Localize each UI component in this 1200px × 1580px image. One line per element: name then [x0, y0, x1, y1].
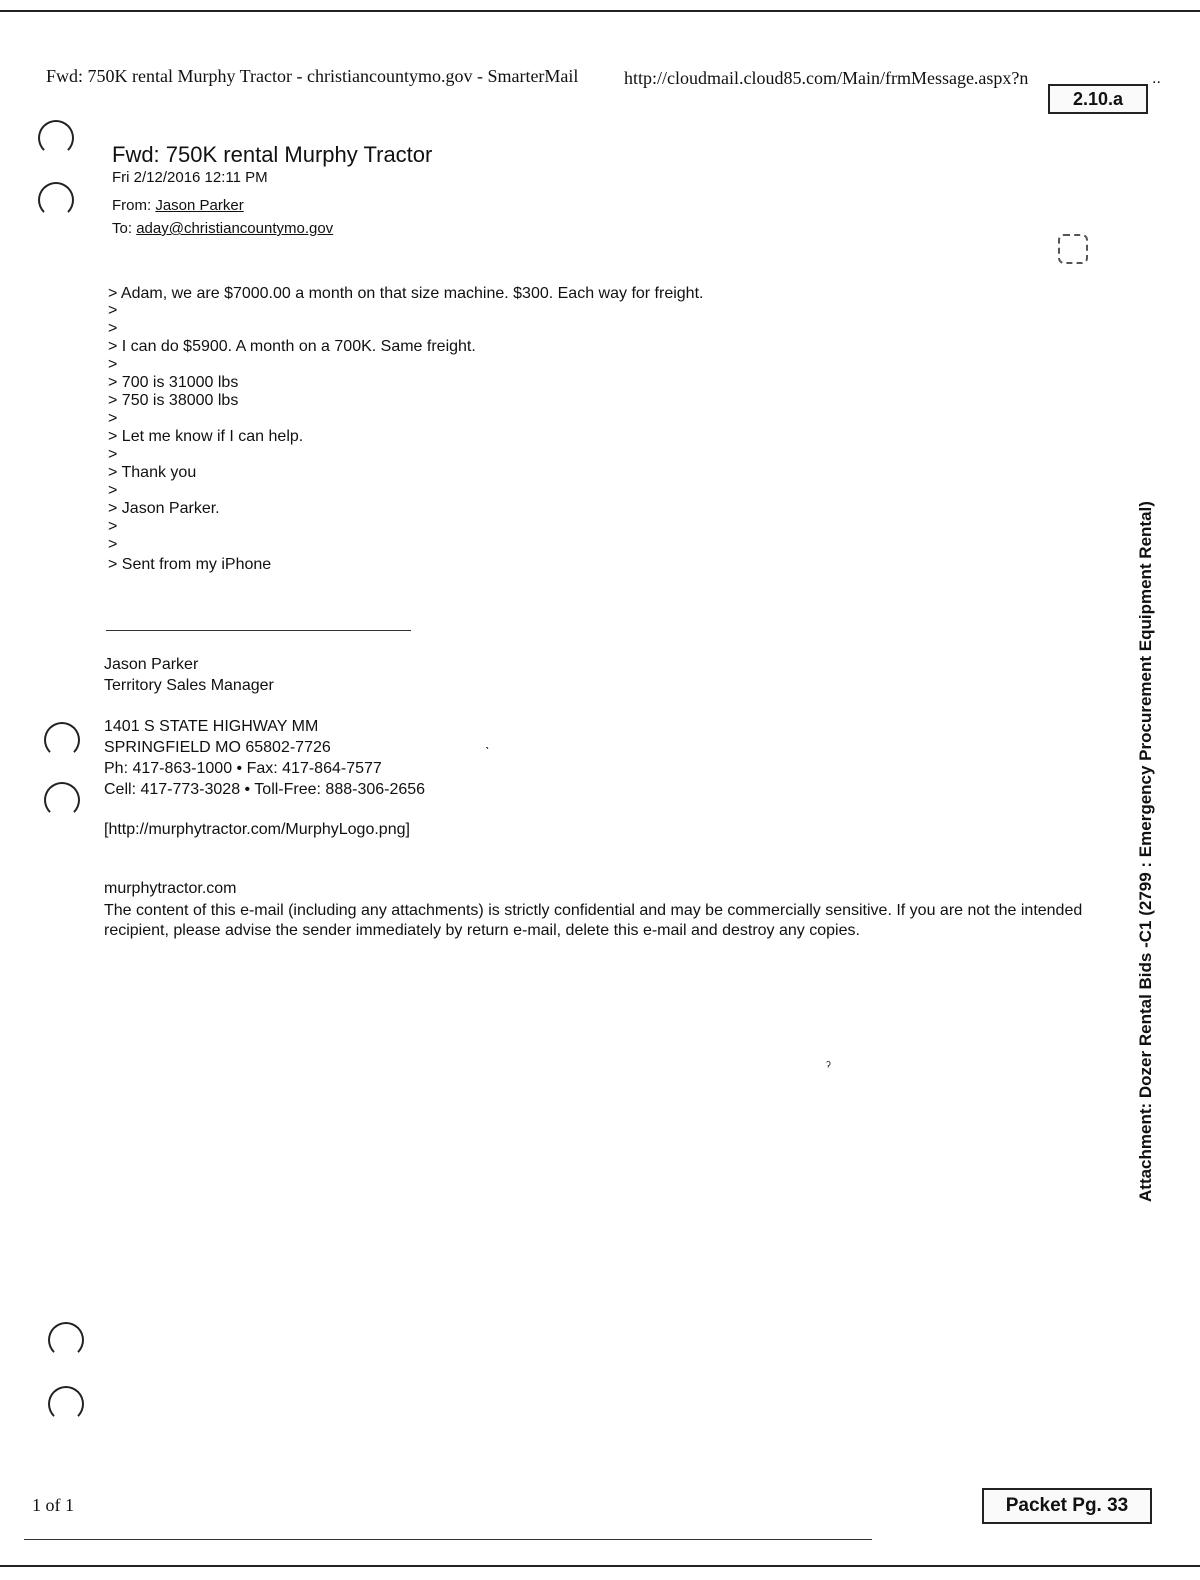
attachment-side-label: Attachment: Dozer Rental Bids -C1 (2799 : Emergency Procurement Equipment Rental) — [1136, 501, 1155, 1202]
bottom-rule — [0, 1565, 1200, 1567]
print-header-title: Fwd: 750K rental Murphy Tractor - christiancountymo.gov - SmarterMail — [46, 66, 579, 86]
signature-name: Jason Parker — [104, 656, 199, 673]
body-line: > Thank you — [108, 464, 197, 481]
body-line: > — [108, 320, 118, 337]
signature-title: Territory Sales Manager — [104, 677, 274, 694]
body-line: > 750 is 38000 lbs — [108, 392, 239, 409]
body-line: > Adam, we are $7000.00 a month on that size machine. $300. Each way for freight. — [108, 285, 704, 302]
body-line: > — [108, 356, 118, 373]
email-body — [108, 285, 703, 574]
scan-artifact: ˋ — [485, 744, 490, 760]
signature-address — [104, 716, 425, 800]
body-line: > I can do $5900. A month on a 700K. Same freight. — [108, 338, 476, 355]
agenda-item-badge: 2.10.a — [1048, 84, 1148, 114]
email-date: Fri 2/12/2016 12:11 PM — [112, 169, 268, 186]
top-rule — [0, 10, 1200, 12]
print-header-ellipsis: .. — [1152, 70, 1161, 87]
binder-hole-icon — [44, 782, 80, 818]
email-from — [112, 197, 244, 214]
binder-hole-icon — [48, 1386, 84, 1422]
body-line: > Let me know if I can help. — [108, 428, 304, 445]
signature-divider — [106, 630, 411, 631]
packet-page-badge: Packet Pg. 33 — [982, 1488, 1152, 1524]
address-line-2: SPRINGFIELD MO 65802-7726 — [104, 739, 331, 756]
logo-reference: [http://murphytractor.com/MurphyLogo.png] — [104, 821, 410, 838]
address-line-1: 1401 S STATE HIGHWAY MM — [104, 718, 319, 735]
body-line: > 700 is 31000 lbs — [108, 374, 239, 391]
confidentiality-disclaimer: The content of this e-mail (including any attachments) is strictly confidential and may be commercially sensitive. If you are not the intended recipient, please advise the sender immediately by return e-mail, delete this e-mail and destroy any copies. — [104, 902, 1083, 939]
scan-artifact: ˀ — [826, 1058, 831, 1074]
print-header-url: http://cloudmail.cloud85.com/Main/frmMessage.aspx?n — [624, 68, 1029, 88]
website-link[interactable]: murphytractor.com — [104, 880, 237, 897]
signature-block — [104, 654, 274, 696]
phone-line: Ph: 417-863-1000 • Fax: 417-864-7577 — [104, 760, 382, 777]
email-subject: Fwd: 750K rental Murphy Tractor — [112, 142, 433, 167]
from-link[interactable]: Jason Parker — [155, 197, 244, 214]
body-line: > — [108, 482, 118, 499]
cell-line: Cell: 417-773-3028 • Toll-Free: 888-306-2656 — [104, 781, 426, 798]
body-line: > — [108, 536, 118, 553]
body-line: > — [108, 302, 118, 319]
to-link[interactable]: aday@christiancountymo.gov — [136, 220, 334, 237]
email-to — [112, 220, 333, 237]
body-line: > — [108, 446, 118, 463]
binder-hole-icon — [38, 120, 74, 156]
to-label: To: — [112, 220, 133, 237]
binder-hole-icon — [48, 1322, 84, 1358]
from-label: From: — [112, 197, 152, 214]
body-line: > Sent from my iPhone — [108, 556, 272, 573]
scan-mark-icon — [1058, 234, 1088, 264]
footer-rule — [24, 1539, 872, 1540]
body-line: > — [108, 518, 118, 535]
body-line: > — [108, 410, 118, 427]
body-line: > Jason Parker. — [108, 500, 220, 517]
binder-hole-icon — [38, 182, 74, 218]
page-count: 1 of 1 — [32, 1495, 74, 1515]
binder-hole-icon — [44, 722, 80, 758]
